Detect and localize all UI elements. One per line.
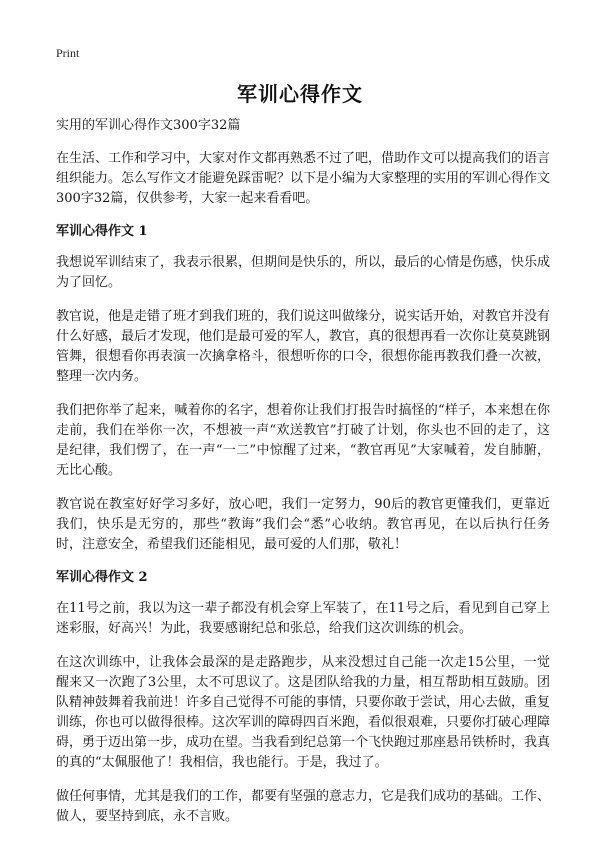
section-heading: 军训心得作文 1 <box>56 224 148 239</box>
page-title: 军训心得作文 <box>237 82 363 106</box>
essay-section-1 <box>56 223 550 555</box>
paragraph: 在这次训练中，让我体会最深的是走路跑步，从来没想过自己能一次走15公里，一觉醒来又一次跑了3公里，太不可思议了。这是团队给我的力量，相互帮助相互鼓励。团队精神鼓舞着我前进！许多自己觉得不可能的事情，只要你敢于尝试，用心去做，重复训练，你也可以做得很棒。这次军训的障碍四百米跑，看似很艰难，只要你打破心理障碍，勇于迈出第一步，成功在望。当我看到纪总第一个飞快跑过那座悬吊铁桥时，我真的真的“太佩服他了！我相信，我也能行。于是，我过了。 <box>56 655 551 770</box>
article-subtitle: 实用的军训心得作文300字32篇 <box>56 118 241 133</box>
paragraph: 教官说在教室好好学习多好，放心吧，我们一定努力，90后的教官更懂我们，更靠近我们，快乐是无穷的，那些“教诲”我们会“悉”心收纳。教官再见，在以后执行任务时，注意安全，希望我们还能相见，最可爱的人们那，敬礼！ <box>56 497 550 552</box>
paragraph: 教官说，他是走错了班才到我们班的，我们说这叫做缘分，说实话开始，对教官并没有什么好感，最后才发现，他们是最可爱的军人，教官，真的很想再看一次你让莫莫跳钢管舞，很想看你再表演一次擒拿格斗，很想听你的口令，很想你能再教我们叠一次被，整理一次内务。 <box>56 309 551 384</box>
paragraph: 我想说军训结束了，我表示很累，但期间是快乐的，所以，最后的心情是伤感，快乐成为了回忆。 <box>56 255 551 290</box>
article-body <box>56 117 550 841</box>
essay-section-2 <box>56 569 550 827</box>
paragraph: 在11号之前，我以为这一辈子都没有机会穿上军装了，在11号之后，看见到自己穿上迷彩服，好高兴！为此，我要感谢纪总和张总，给我们这次训练的机会。 <box>56 601 550 636</box>
intro-paragraph: 在生活、工作和学习中，大家对作文都再熟悉不过了吧，借助作文可以提高我们的语言组织能力。怎么写作文才能避免踩雷呢？以下是小编为大家整理的实用的军训心得作文300字32篇，仅供参考，大家一起来看看吧。 <box>56 151 551 206</box>
print-link[interactable]: Print <box>56 46 80 60</box>
section-heading: 军训心得作文 2 <box>56 570 148 585</box>
paragraph: 我们把你举了起来，喊着你的名字，想着你让我们打报告时搞怪的“样子，本来想在你走前，我们在举你一次，不想被一声“欢送教官”打破了计划，你头也不回的走了，这是纪律，我们愣了，在一声“一二”中惊醒了过来，“教官再见”大家喊着，发自肺腑，无比心酸。 <box>56 403 550 478</box>
paragraph: 做任何事情，尤其是我们的工作，都要有坚强的意志力，它是我们成功的基础。工作、做人，要坚持到底，永不言败。 <box>56 789 551 824</box>
